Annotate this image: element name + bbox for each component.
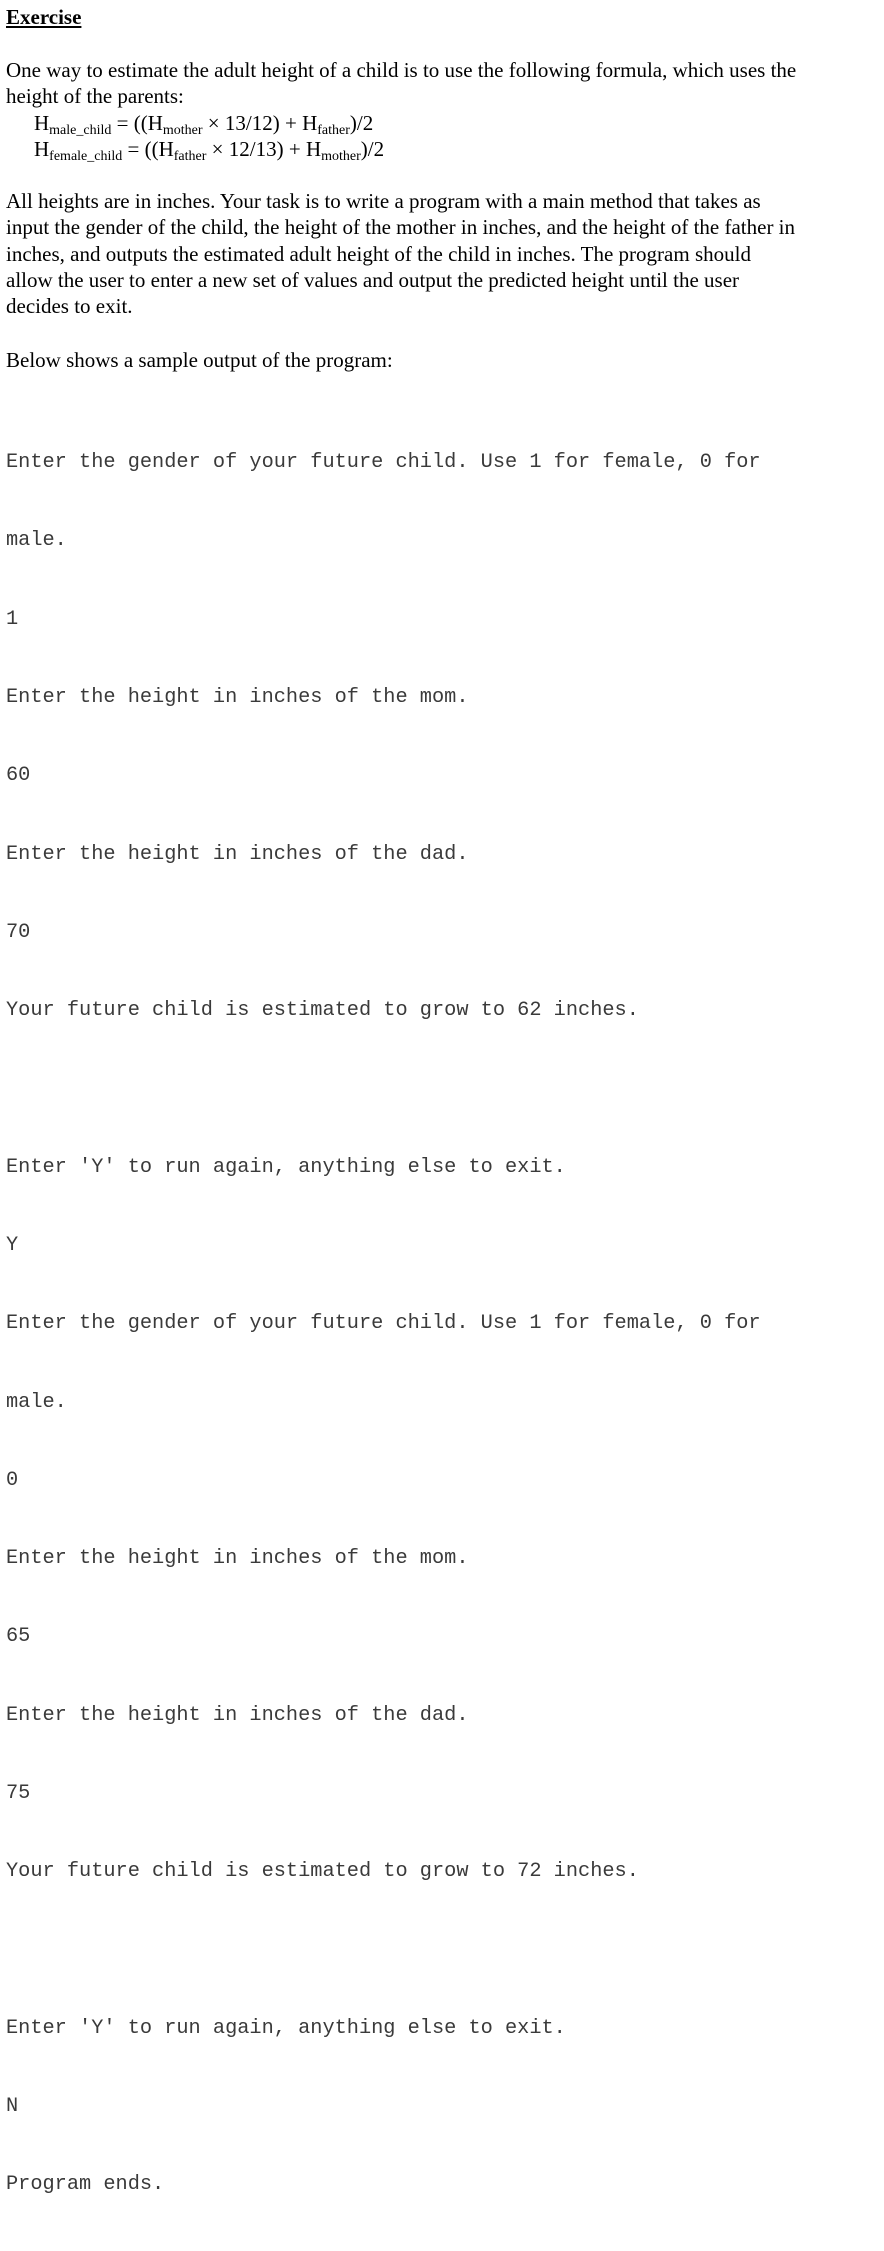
console-line: 60 xyxy=(6,764,31,788)
intro-line: One way to estimate the adult height of a child is to use the following formula, which uses the xyxy=(6,58,797,82)
formula-subscript: male_child xyxy=(49,123,112,138)
console-line: 70 xyxy=(6,920,31,944)
formula-text: )/2 xyxy=(349,111,374,135)
formula-text: = (( xyxy=(111,111,148,135)
console-line: Enter the height in inches of the mom. xyxy=(6,1547,469,1571)
console-line: 65 xyxy=(6,1625,31,1649)
formula-symbol: H xyxy=(34,111,50,135)
console-line xyxy=(6,1076,761,1102)
console-line: Enter 'Y' to run again, anything else to exit. xyxy=(6,1155,566,1179)
task-paragraph xyxy=(6,188,795,319)
formula-symbol: H xyxy=(305,137,322,161)
formula-subscript: female_child xyxy=(49,149,123,164)
formula-symbol: H xyxy=(147,111,163,135)
formula-subscript: father xyxy=(173,149,207,164)
console-line: male. xyxy=(6,529,67,553)
formula-male-child xyxy=(34,110,373,136)
console-line: Enter the height in inches of the dad. xyxy=(6,842,469,866)
console-line: Enter the gender of your future child. Use 1 for female, 0 for xyxy=(6,1312,761,1336)
console-line: Your future child is estimated to grow to 72 inches. xyxy=(6,1860,639,1884)
task-line: inches, and outputs the estimated adult height of the child in inches. The program should xyxy=(6,241,751,266)
formula-text: = (( xyxy=(122,137,159,161)
sample-output-intro xyxy=(6,347,393,373)
exercise-title: Exercise xyxy=(6,5,82,29)
formula-subscript: mother xyxy=(321,149,361,164)
console-line: Enter 'Y' to run again, anything else to exit. xyxy=(6,2016,566,2040)
console-line: 75 xyxy=(6,1781,31,1805)
console-line: Enter the gender of your future child. Use 1 for female, 0 for xyxy=(6,451,761,475)
formula-female-child xyxy=(34,136,384,162)
formula-text: × 13/12) + xyxy=(202,111,303,135)
sample-output-intro-text: Below shows a sample output of the program: xyxy=(6,348,393,372)
console-line: N xyxy=(6,2095,19,2119)
console-line xyxy=(6,1938,761,1964)
console-line: Y xyxy=(6,1234,19,1257)
console-line: 1 xyxy=(6,607,19,631)
formula-subscript: mother xyxy=(162,123,203,138)
console-line: Enter the height in inches of the mom. xyxy=(6,686,469,710)
formula-symbol: H xyxy=(158,137,174,161)
task-line: allow the user to enter a new set of values and output the predicted height until the user xyxy=(6,267,740,292)
console-line: male. xyxy=(6,1390,67,1414)
sample-console-output xyxy=(6,398,761,2251)
intro-line: height of the parents: xyxy=(6,84,184,109)
formula-symbol: H xyxy=(302,111,318,135)
intro-paragraph xyxy=(6,57,796,110)
formula-text: )/2 xyxy=(360,137,385,161)
console-line: Program ends. xyxy=(6,2173,165,2197)
console-line: 0 xyxy=(6,1468,19,1492)
formula-subscript: father xyxy=(317,123,350,138)
console-line: Your future child is estimated to grow to 62 inches. xyxy=(6,999,639,1023)
task-line: input the gender of the child, the height of the mother in inches, and the height of the father in xyxy=(6,215,796,240)
console-line: Enter the height in inches of the dad. xyxy=(6,1703,469,1727)
formula-symbol: H xyxy=(34,137,50,161)
formula-text: × 12/13) + xyxy=(206,137,306,161)
task-line: All heights are in inches. Your task is to write a program with a main method that takes as xyxy=(6,189,761,213)
task-line: decides to exit. xyxy=(6,294,133,319)
